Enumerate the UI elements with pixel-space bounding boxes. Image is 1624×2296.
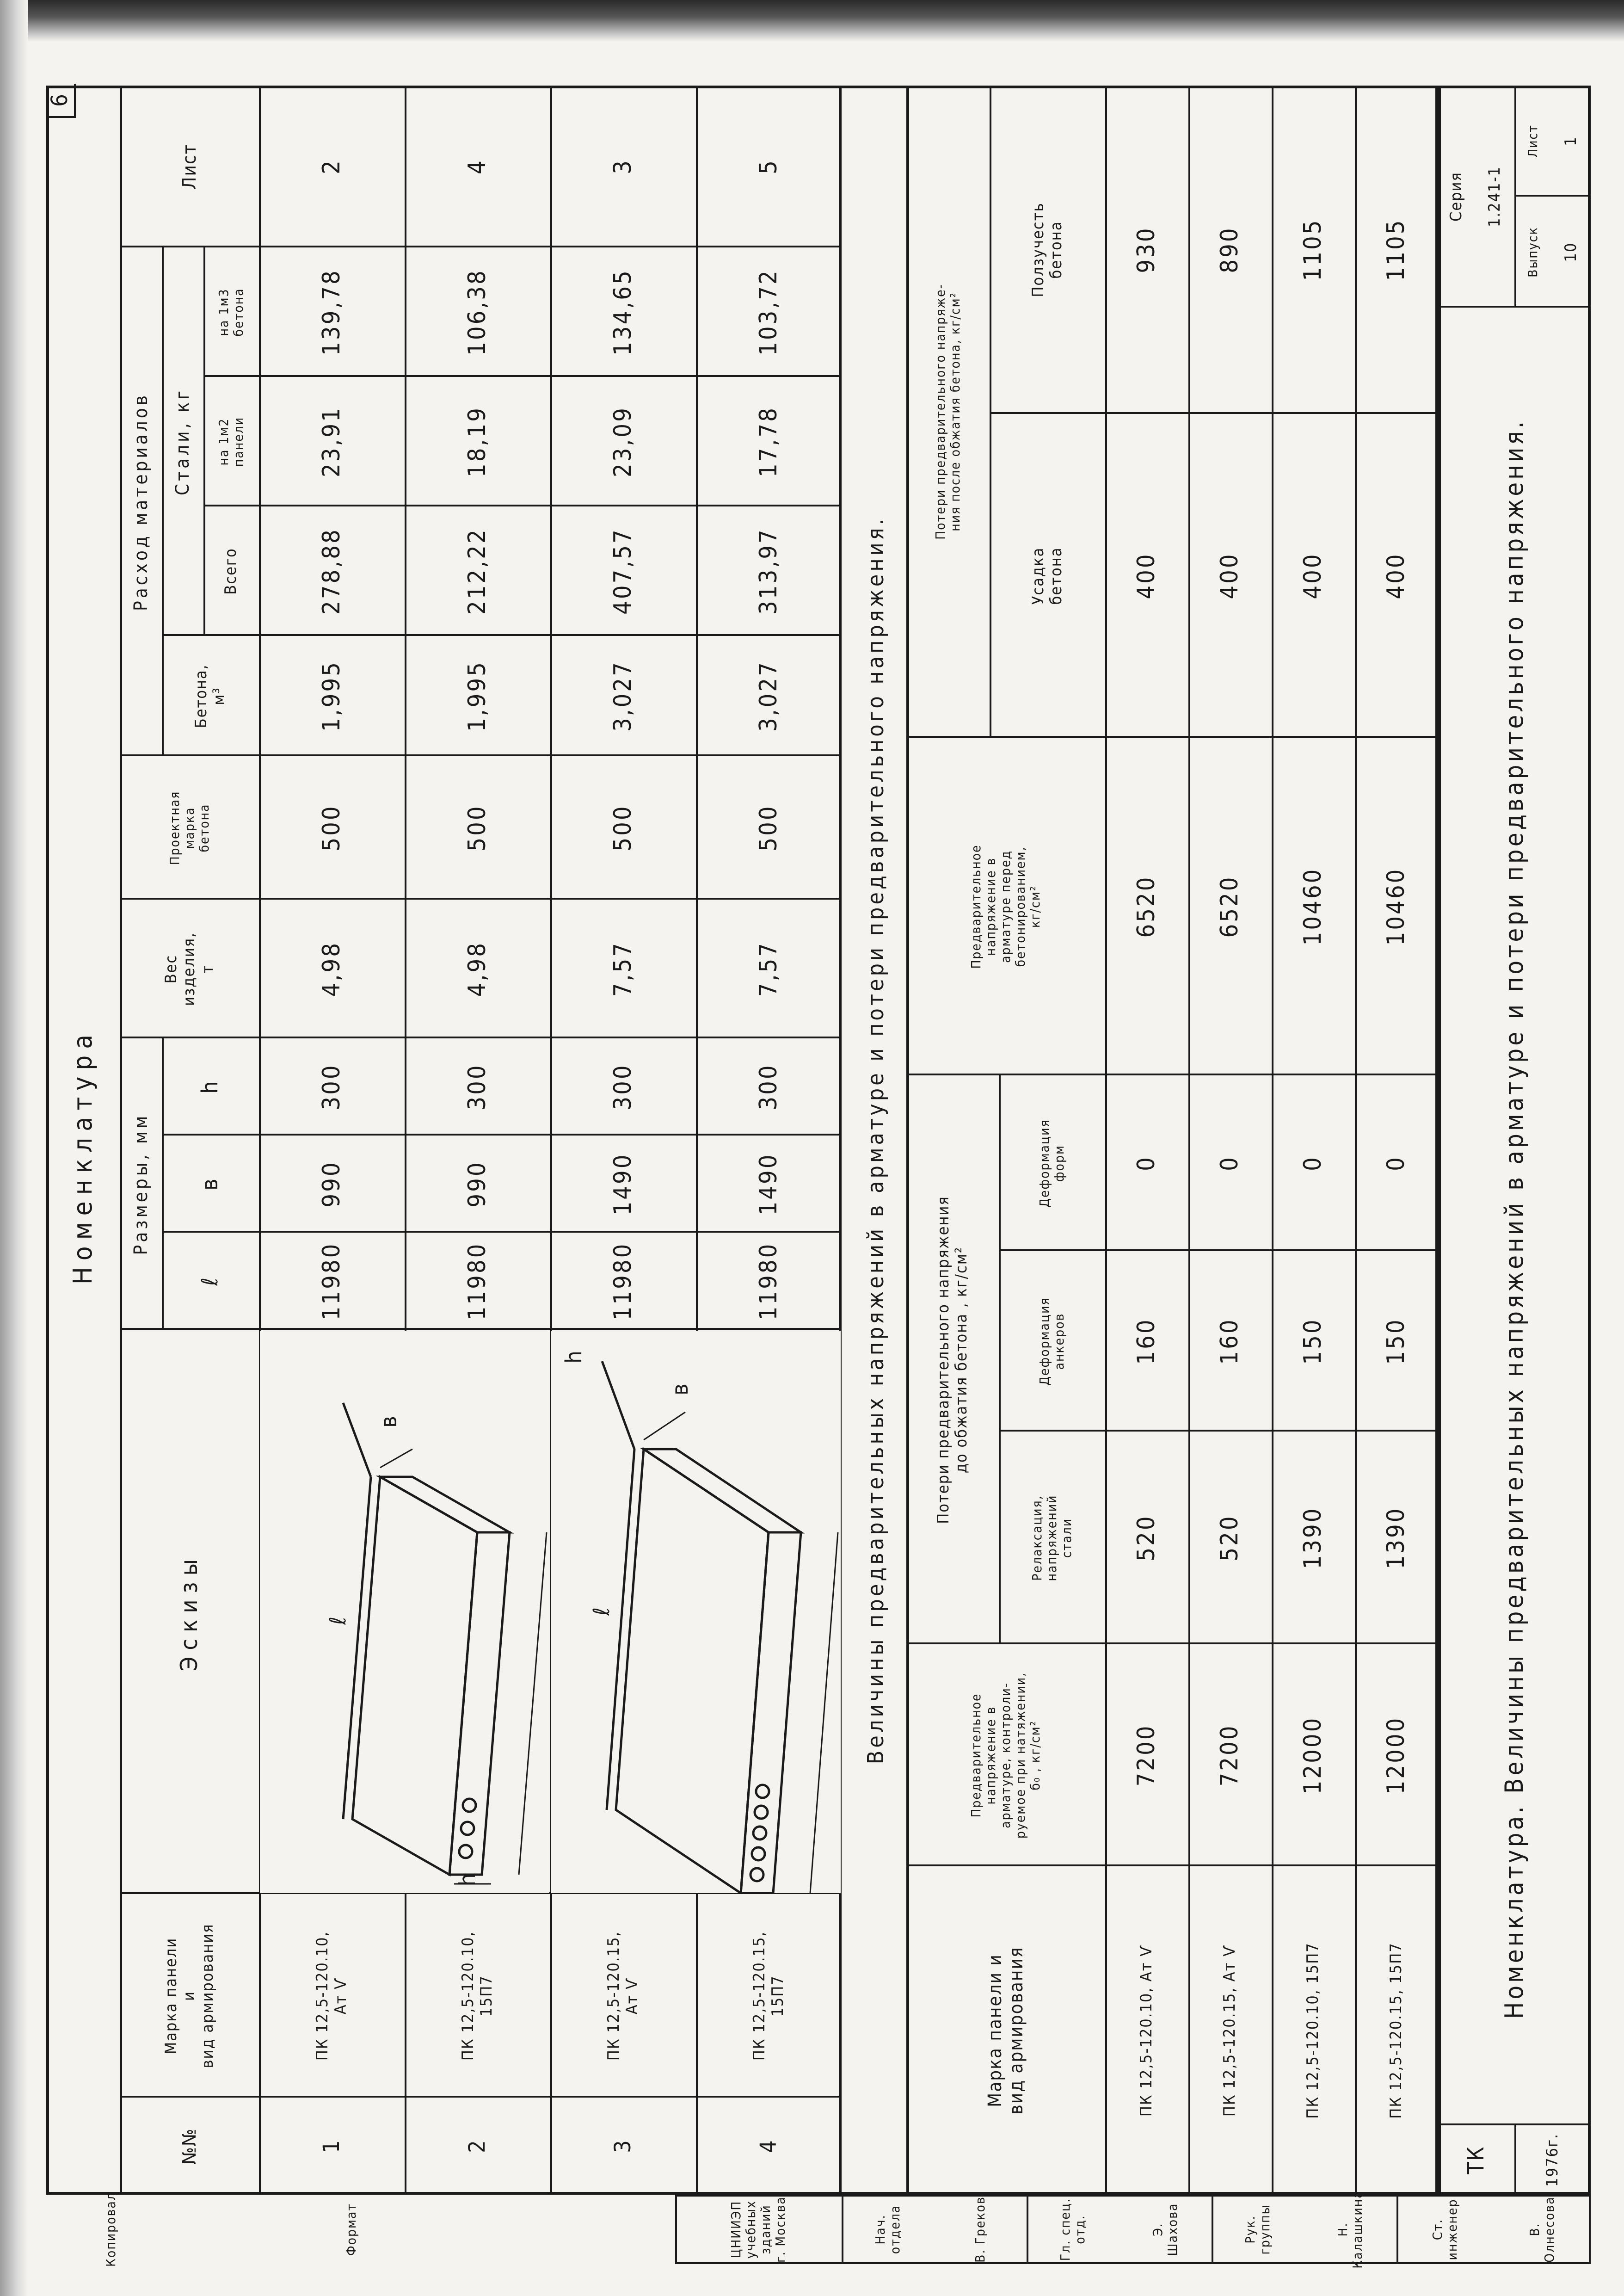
row1-grade: 500 (317, 804, 345, 852)
tb-title: Номенклатура. Величины предварительных напряжений в арматуре и потери предварительного напряжения. (1499, 418, 1529, 2019)
loss-row2-anchor: 160 (1216, 1318, 1244, 1365)
tb-year: 1976г. (1543, 2133, 1562, 2187)
loss-row4-shrink: 400 (1382, 552, 1410, 599)
tb-sheet: 1 (1561, 136, 1580, 146)
loss-row1-anchor: 160 (1132, 1318, 1161, 1365)
row3-weight: 7,57 (609, 941, 637, 997)
loss-row4-before-conc: 10460 (1382, 867, 1410, 946)
loss-row2-relax: 520 (1216, 1514, 1244, 1562)
row1-l: 11980 (317, 1242, 345, 1321)
tb-series-label: Серия (1447, 172, 1466, 222)
losses-header-relax: Релаксация, напряжений стали (1029, 1494, 1075, 1581)
col-header-num: №№ (179, 2128, 200, 2165)
row4-l: 11980 (754, 1242, 782, 1321)
scan-edge-left (0, 0, 28, 2296)
sketch-label-h-2: h (561, 1350, 587, 1364)
loss-row1-shrink: 400 (1132, 552, 1161, 599)
col-header-h: h (197, 1080, 223, 1094)
col-header-concrete: Бетона, м³ (191, 664, 228, 728)
loss-row1-before-conc: 6520 (1132, 875, 1161, 938)
col-header-b: в (197, 1178, 223, 1191)
row1-sheet: 2 (317, 159, 345, 174)
row4-b: 1490 (754, 1153, 782, 1216)
format-label: Формат (343, 2203, 359, 2256)
row2-weight: 4,98 (463, 941, 491, 997)
tb-issue-label: Выпуск (1525, 227, 1540, 278)
loss-row1-prestress: 7200 (1132, 1724, 1161, 1787)
loss-row4-prestress: 12000 (1382, 1716, 1410, 1795)
sketch-cell-top (260, 1331, 549, 1893)
col-header-steel: Стали, кг (172, 388, 193, 496)
loss-row3-creep: 1105 (1299, 218, 1327, 281)
loss-row2-before-conc: 6520 (1216, 875, 1244, 938)
loss-row3-mark: ПК 12,5-120.10, 15П7 (1304, 1942, 1323, 2119)
col-header-mark: Марка панели и вид армирования (162, 1923, 217, 2068)
row3-l: 11980 (609, 1242, 637, 1321)
loss-row1-mark: ПК 12,5-120.10, Ат Ѵ (1137, 1944, 1156, 2117)
row3-mark: ПК 12,5-120.15, Ат Ѵ (604, 1931, 641, 2061)
nomenclature-title: Номенклатура (68, 1028, 98, 1285)
loss-row4-forms: 0 (1382, 1155, 1410, 1171)
loss-row2-prestress: 7200 (1216, 1724, 1244, 1787)
row4-steel-total: 313,97 (754, 528, 782, 615)
col-header-weight: Вес изделия, т (162, 932, 217, 1006)
row1-steel-total: 278,88 (317, 528, 345, 615)
row4-grade: 500 (754, 804, 782, 852)
loss-row3-shrink: 400 (1299, 552, 1327, 599)
staff-4-role: Ст. инженер (1429, 2198, 1460, 2260)
loss-row1-creep: 930 (1132, 226, 1161, 273)
row2-steel-m2: 18,19 (463, 406, 491, 477)
loss-row2-shrink: 400 (1216, 552, 1244, 599)
tb-sheet-label: Лист (1525, 124, 1540, 158)
row2-mark: ПК 12,5-120.10, 15П7 (459, 1931, 496, 2061)
sheet-number: 6 (46, 84, 76, 118)
sketch-cell-bottom (551, 1331, 841, 1893)
losses-header-anchor: Деформация анкеров (1036, 1297, 1067, 1386)
staff-3-name: Н. Калашкина (1335, 2190, 1365, 2269)
row3-steel-total: 407,57 (609, 528, 637, 615)
col-header-per-m3: на 1м3 бетона (215, 288, 246, 337)
row2-sheet: 4 (463, 159, 491, 174)
col-header-l: ℓ (197, 1277, 223, 1286)
loss-row3-before-conc: 10460 (1299, 867, 1327, 946)
scan-edge-top (0, 0, 1624, 42)
tb-issue: 10 (1561, 242, 1580, 262)
row3-steel-m2: 23,09 (609, 406, 637, 477)
staff-1-name: В. Греков (972, 2196, 988, 2263)
col-header-per-m2: на 1м2 панели (215, 416, 246, 467)
row4-num: 4 (755, 2139, 781, 2153)
loss-row3-prestress: 12000 (1299, 1716, 1327, 1795)
losses-header-after: Потери предварительного напряже- ния после обжатия бетона, кг/см² (932, 284, 963, 540)
row3-h: 300 (609, 1063, 637, 1111)
staff-2-name: Э. Шахова (1150, 2203, 1180, 2256)
losses-header-mark: Марка панели и вид армирования (984, 1946, 1027, 2115)
loss-row4-mark: ПК 12,5-120.15, 15П7 (1387, 1942, 1406, 2119)
loss-row4-anchor: 150 (1382, 1318, 1410, 1365)
row1-h: 300 (317, 1063, 345, 1111)
row4-mark: ПК 12,5-120.15, 15П7 (750, 1931, 787, 2061)
row2-steel-total: 212,22 (463, 528, 491, 615)
rotated-drawing (28, 44, 1609, 2269)
losses-header-before: Потери предварительного напряжения до обжатия бетона , кг/см² (934, 1196, 971, 1524)
row1-mark: ПК 12,5-120.10, Ат Ѵ (313, 1931, 350, 2061)
losses-header-prestress: Предварительное напряжение в арматуре, контроли- руемое при натяжении, б₀ , кг/см² (968, 1672, 1043, 1839)
loss-row1-forms: 0 (1132, 1155, 1161, 1171)
sketch-label-l: ℓ (325, 1616, 351, 1625)
col-header-grade: Проектная марка бетона (166, 790, 212, 865)
row3-sheet: 3 (609, 159, 637, 174)
side-stamp-org: ЦНИИЭП учебных зданий г. Москва (728, 2196, 788, 2263)
row2-num: 2 (464, 2139, 490, 2153)
loss-row2-mark: ПК 12,5-120.15, Ат Ѵ (1220, 1944, 1239, 2117)
loss-row4-creep: 1105 (1382, 218, 1410, 281)
loss-row1-relax: 520 (1132, 1514, 1161, 1562)
row4-h: 300 (754, 1063, 782, 1111)
row3-concrete: 3,027 (609, 660, 637, 732)
row1-steel-m2: 23,91 (317, 406, 345, 477)
row4-concrete: 3,027 (754, 660, 782, 732)
row1-concrete: 1,995 (317, 660, 345, 732)
row3-steel-m3: 134,65 (609, 269, 637, 356)
row3-num: 3 (609, 2139, 636, 2153)
staff-4-name: В. Олнесова (1526, 2196, 1557, 2263)
panel-sketch-narrow (260, 1331, 549, 1893)
row2-h: 300 (463, 1063, 491, 1111)
col-header-sketches: Эскизы (176, 1553, 203, 1671)
losses-header-creep: Ползучесть бетона (1028, 202, 1065, 297)
row2-b: 990 (463, 1160, 491, 1208)
losses-header-shrink: Усадка бетона (1028, 547, 1065, 605)
row3-grade: 500 (609, 804, 637, 852)
row4-steel-m2: 17,78 (754, 406, 782, 477)
row2-l: 11980 (463, 1242, 491, 1321)
sketch-label-l-2: ℓ (589, 1606, 615, 1616)
row2-concrete: 1,995 (463, 660, 491, 732)
staff-3-role: Рук. группы (1242, 2204, 1273, 2255)
loss-row2-forms: 0 (1216, 1155, 1244, 1171)
loss-row3-anchor: 150 (1299, 1318, 1327, 1365)
row1-num: 1 (318, 2139, 344, 2153)
staff-2-role: Гл. спец. отд. (1057, 2197, 1088, 2261)
col-header-sizes: Размеры, мм (130, 1113, 152, 1255)
row1-b: 990 (317, 1160, 345, 1208)
sketch-label-h: h (455, 1872, 481, 1886)
row4-weight: 7,57 (754, 941, 782, 997)
row1-steel-m3: 139,78 (317, 269, 345, 356)
losses-title: Величины предварительных напряжений в арматуре и потери предварительного напряжения. (863, 516, 889, 1765)
loss-row4-relax: 1390 (1382, 1506, 1410, 1569)
col-header-sheet: Лист (179, 143, 200, 190)
sketch-label-b: в (376, 1415, 402, 1428)
staff-1-role: Нач. отдела (872, 2204, 903, 2254)
row2-steel-m3: 106,38 (463, 269, 491, 356)
row4-steel-m3: 103,72 (754, 269, 782, 356)
row4-sheet: 5 (754, 159, 782, 174)
col-header-total: Всего (221, 548, 240, 595)
loss-row3-forms: 0 (1299, 1155, 1327, 1171)
col-header-consumption: Расход материалов (130, 393, 152, 611)
row1-weight: 4,98 (317, 941, 345, 997)
tb-series: 1.241-1 (1485, 166, 1504, 228)
row2-grade: 500 (463, 804, 491, 852)
copied-label: Копировал (103, 2192, 118, 2267)
losses-header-forms: Деформация форм (1036, 1119, 1067, 1208)
tb-code: ТК (1463, 2146, 1489, 2174)
losses-header-before-concreting: Предварительное напряжение в арматуре перед бетонированием, кг/см² (968, 844, 1043, 969)
sketch-label-b-2: в (667, 1383, 694, 1395)
loss-row2-creep: 890 (1216, 226, 1244, 273)
row3-b: 1490 (609, 1153, 637, 1216)
loss-row3-relax: 1390 (1299, 1506, 1327, 1569)
